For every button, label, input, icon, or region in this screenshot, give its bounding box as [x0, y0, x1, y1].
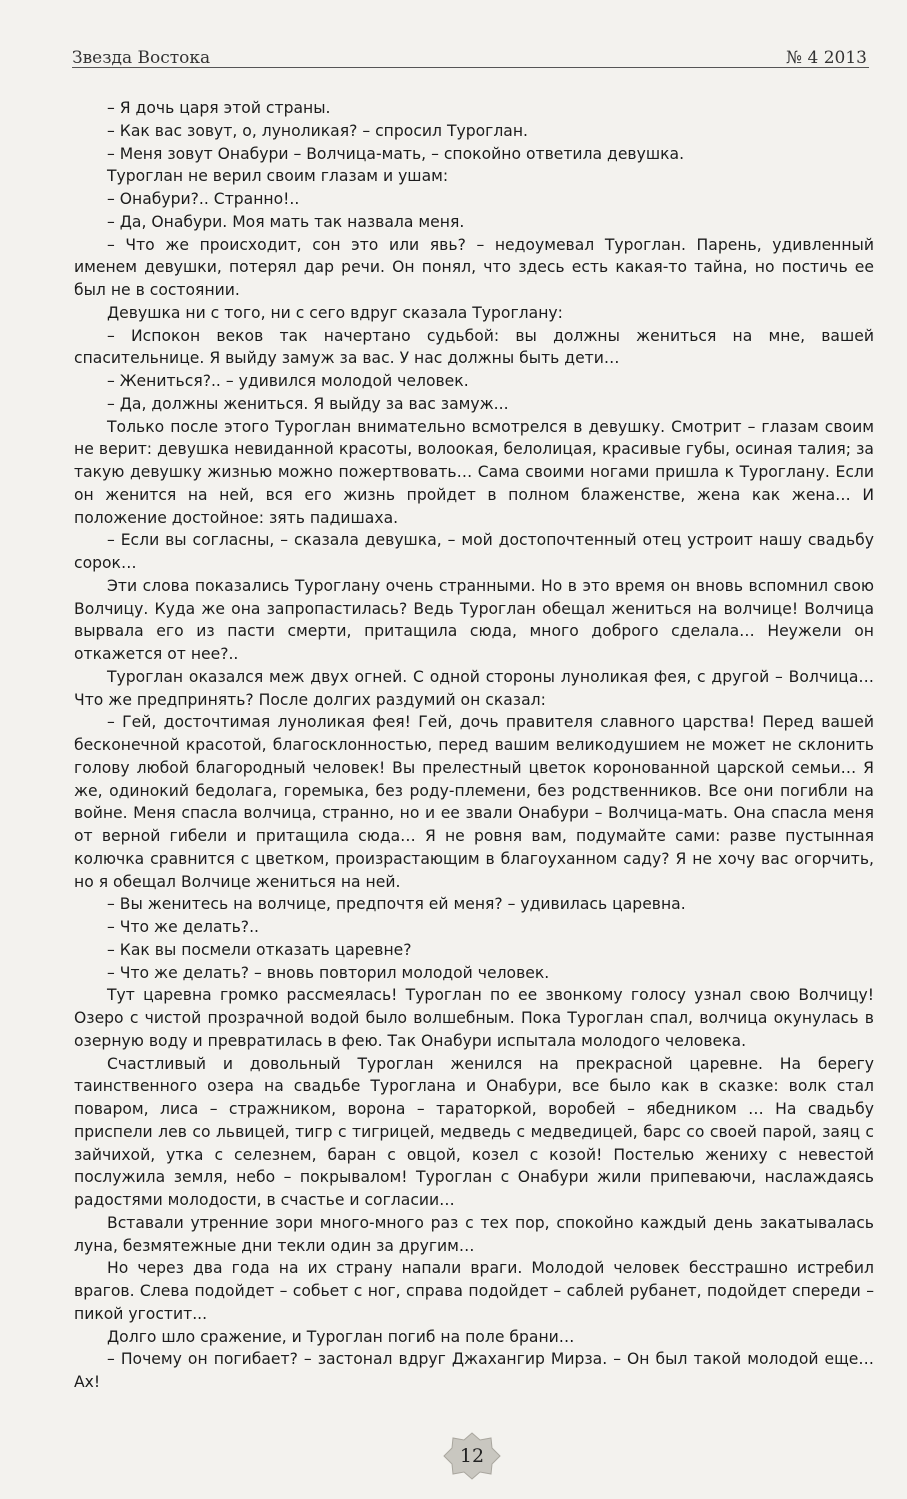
paragraph: – Гей, досточтимая луноликая фея! Гей, дочь правителя славного царства! Перед вашей бесконечной красотой, благосклонностью, перед вашим великодушием не может не склонить голову любой благородный человек! Вы прелестный цветок коронованной царской семьи… Я же, одинокий бедолага, горемыка, без роду-племени, без родственников. Все они погибли на войне. Меня спасла волчица, странно, но и ее звали Онабури – Волчица-мать. Она спасла меня от верной гибели и притащила сюда… Я не ровня вам, подумайте сами: разве пустынная колючка сравнится с цветком, произрастающим в благоуханном саду? Я не хочу вас огорчить, но я обещал Волчице жениться на ней.	[74, 713, 874, 891]
paragraph: – Меня зовут Онабури – Волчица-мать, – спокойно ответила девушка.	[107, 144, 685, 163]
paragraph: – Вы женитесь на волчице, предпочтя ей меня? – удивилась царевна.	[107, 895, 686, 914]
issue-number: № 4 2013	[786, 48, 867, 68]
header-divider	[72, 67, 869, 68]
paragraph: Туроглан не верил своим глазам и ушам:	[107, 167, 449, 186]
paragraph: – Да, Онабури. Моя мать так назвала меня.	[107, 212, 465, 231]
page-number: 12	[459, 1445, 485, 1467]
paragraph: Тут царевна громко рассмеялась! Туроглан по ее звонкому голосу узнал свою Волчицу! Озеро с чистой прозрачной водой было волшебным. Пока Туроглан спал, волчица окунулась в озерную воду и превратилась в фею. Так Онабури испытала молодого человека.	[74, 986, 874, 1050]
paragraph: – Что же делать?..	[107, 918, 259, 936]
running-header	[72, 40, 867, 68]
paragraph: – Онабури?.. Странно!..	[107, 190, 300, 208]
paragraph: – Да, должны жениться. Я выйду за вас замуж...	[107, 394, 509, 413]
article-body	[74, 97, 874, 1394]
journal-title: Звезда Востока	[72, 48, 211, 68]
paragraph: Счастливый и довольный Туроглан женился на прекрасной царевне. На берегу таинственного озера на свадьбе Туроглана и Онабури, все было как в сказке: волк стал поваром, лиса – стражником, ворона – тараторкой, воробей – ябедником … На свадьбу приспели лев со львицей, тигр с тигрицей, медведь с медведицей, барс со своей парой, заяц с зайчихой, утка с селезнем, баран с овцой, козел с козой! Постелью жениху с невестой послужила земля, небо – покрывалом! Туроглан с Онабури жили припеваючи, наслаждаясь радостями молодости, в счастье и согласии…	[74, 1054, 874, 1209]
paragraph: – Почему он погибает? – застонал вдруг Джахангир Мирза. – Он был такой молодой еще… Ах!	[74, 1350, 874, 1391]
paragraph: Только после этого Туроглан внимательно всмотрелся в девушку. Смотрит – глазам своим не верит: девушка невиданной красоты, волоокая, белолицая, красивые губы, осиная талия; за такую девушку жизнью можно пожертвовать… Сама своими ногами пришла к Туроглану. Если он женится на ней, вся его жизнь пройдет в полном блаженстве, жена как жена… И положение достойное: зять падишаха.	[74, 417, 874, 527]
paragraph: Но через два года на их страну напали враги. Молодой человек бесстрашно истребил врагов. Слева подойдет – собьет с ног, справа подойдет – саблей рубанет, подойдет спереди – пикой угостит...	[74, 1259, 874, 1323]
paragraph: Девушка ни с того, ни с сего вдруг сказала Туроглану:	[107, 303, 563, 322]
paragraph: – Что же происходит, сон это или явь? – недоумевал Туроглан. Парень, удивленный именем девушки, потерял дар речи. Он понял, что здесь есть какая-то тайна, но постичь ее был не в состоянии.	[74, 235, 874, 299]
paragraph: – Испокон веков так начертано судьбой: вы должны жениться на мне, вашей спасительнице. Я выйду замуж за вас. У нас должны быть дети…	[74, 326, 874, 368]
paragraph: – Я дочь царя этой страны.	[107, 99, 331, 117]
paragraph: Эти слова показались Туроглану очень странными. Но в это время он вновь вспомнил свою Волчицу. Куда же она запропастилась? Ведь Туроглан обещал жениться на волчице! Волчица вырвала его из пасти смерти, притащила сюда, много доброго сделала… Неужели он откажется от нее?..	[74, 576, 874, 663]
paragraph: – Что же делать? – вновь повторил молодой человек.	[107, 963, 550, 982]
paragraph: Долго шло сражение, и Туроглан погиб на поле брани…	[107, 1327, 575, 1346]
paragraph: – Жениться?.. – удивился молодой человек.	[107, 372, 469, 390]
paragraph: – Как вас зовут, о, луноликая? – спросил Туроглан.	[107, 121, 529, 140]
paragraph: Вставали утренние зори много-много раз с тех пор, спокойно каждый день закатывалась луна, безмятежные дни текли один за другим…	[74, 1213, 874, 1255]
paragraph: Туроглан оказался меж двух огней. С одной стороны луноликая фея, с другой – Волчица… Что же предпринять? После долгих раздумий он сказал:	[74, 667, 874, 709]
paragraph: – Как вы посмели отказать царевне?	[107, 940, 412, 959]
paragraph: – Если вы согласны, – сказала девушка, – мой достопочтенный отец устроит нашу свадьбу сорок…	[74, 531, 874, 572]
